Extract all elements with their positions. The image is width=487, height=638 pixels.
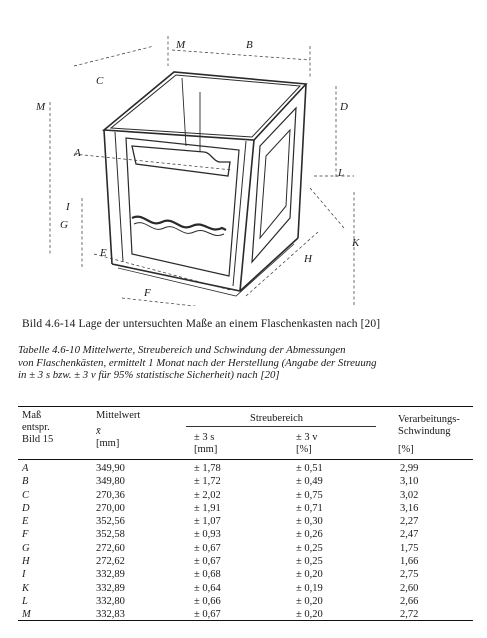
- cell-mw: 272,62: [96, 556, 125, 568]
- cell-s3: ± 0,67: [194, 556, 221, 568]
- table-row: [18, 475, 473, 488]
- crate-drawing: [14, 6, 474, 306]
- table-body: [18, 462, 473, 622]
- cell-s3: ± 1,72: [194, 476, 221, 488]
- table-bottom-rule: [18, 620, 473, 621]
- cell-v3: ± 0,25: [296, 542, 323, 554]
- cell-mass: K: [22, 582, 30, 594]
- cell-mass: M: [22, 609, 31, 621]
- cell-v3: ± 0,20: [296, 569, 323, 581]
- table-row: [18, 489, 473, 502]
- cell-v3: ± 0,26: [296, 529, 323, 541]
- table-row: [18, 542, 473, 555]
- cell-s3: ± 0,64: [194, 582, 221, 594]
- figure-caption: Bild 4.6-14 Lage der untersuchten Maße an einem Flaschenkasten nach [20]: [22, 318, 381, 330]
- table-row: [18, 582, 473, 595]
- cell-vs: 2,27: [400, 516, 419, 528]
- cell-mw: 272,60: [96, 542, 125, 554]
- cell-mass: D: [22, 502, 30, 514]
- cell-mass: F: [22, 529, 29, 541]
- cell-vs: 3,02: [400, 489, 419, 501]
- table-row: [18, 555, 473, 568]
- cell-s3: ± 1,07: [194, 516, 221, 528]
- header-v3: ± 3 v [%]: [296, 432, 318, 455]
- dimension-label-e: E: [100, 247, 107, 259]
- cell-v3: ± 0,25: [296, 556, 323, 568]
- cell-s3: ± 0,93: [194, 529, 221, 541]
- cell-v3: ± 0,20: [296, 609, 323, 621]
- table-row: [18, 595, 473, 608]
- cell-vs: 2,99: [400, 463, 419, 474]
- cell-v3: ± 0,30: [296, 516, 323, 528]
- header-streubereich: Streubereich: [250, 413, 304, 424]
- cell-vs: 1,75: [400, 542, 419, 554]
- cell-mw: 332,80: [96, 595, 125, 607]
- cell-vs: 3,10: [400, 476, 419, 488]
- cell-mw: 352,58: [96, 529, 125, 541]
- cell-mass: L: [22, 595, 28, 607]
- table-row: [18, 568, 473, 581]
- cell-v3: ± 0,20: [296, 595, 323, 607]
- header-mittelwert: Mittelwert x̄ [mm]: [96, 410, 141, 449]
- cell-mw: 332,89: [96, 569, 125, 581]
- cell-mw: 270,00: [96, 502, 125, 514]
- cell-v3: ± 0,19: [296, 582, 323, 594]
- cell-mass: A: [22, 463, 29, 474]
- dimension-label-c: C: [96, 75, 104, 87]
- table-title-line-2: von Flaschenkästen, ermittelt 1 Monat nach der Herstellung (Angabe der Streuung: [18, 356, 377, 369]
- dimension-label-d: D: [340, 101, 348, 113]
- cell-vs: 2,72: [400, 609, 419, 621]
- cell-s3: ± 2,02: [194, 489, 221, 501]
- header-sub-rule: [186, 426, 376, 427]
- table-title-line-1: Tabelle 4.6-10 Mittelwerte, Streubereich und Schwindung der Abmessungen: [18, 344, 346, 356]
- crate-diagram: [14, 6, 474, 306]
- table-title: [18, 344, 473, 382]
- dimension-label-g: G: [60, 219, 68, 231]
- table-top-rule: [18, 406, 473, 407]
- dimension-label-i: I: [66, 201, 70, 213]
- cell-mw: 332,83: [96, 609, 125, 621]
- dimension-label-m-left: M: [36, 101, 46, 113]
- cell-mass: H: [22, 556, 30, 568]
- cell-v3: ± 0,51: [296, 463, 323, 474]
- table-row: [18, 528, 473, 541]
- dimension-label-l: L: [338, 167, 345, 179]
- cell-s3: ± 0,67: [194, 609, 221, 621]
- dimension-label-h: H: [304, 253, 312, 265]
- cell-s3: ± 1,78: [194, 463, 221, 474]
- header-mass: Maß entspr. Bild 15: [22, 410, 54, 445]
- cell-v3: ± 0,49: [296, 476, 323, 488]
- dimension-label-f: F: [144, 287, 151, 299]
- cell-v3: ± 0,75: [296, 489, 323, 501]
- cell-mass: B: [22, 476, 29, 488]
- header-schwindung: Verarbeitungs- Schwindung [%]: [398, 414, 460, 455]
- cell-s3: ± 0,67: [194, 542, 221, 554]
- table-row: [18, 502, 473, 515]
- cell-vs: 2,75: [400, 569, 419, 581]
- cell-v3: ± 0,71: [296, 502, 323, 514]
- cell-s3: ± 0,66: [194, 595, 221, 607]
- cell-mw: 349,80: [96, 476, 125, 488]
- dimension-label-k: K: [352, 237, 360, 249]
- table-header-rule: [18, 459, 473, 460]
- cell-mw: 352,56: [96, 516, 125, 528]
- cell-s3: ± 0,68: [194, 569, 221, 581]
- dimension-label-m-top: M: [176, 39, 186, 51]
- cell-mw: 270,36: [96, 489, 125, 501]
- cell-mass: C: [22, 489, 30, 501]
- dimension-label-b: B: [246, 39, 253, 51]
- cell-mass: E: [22, 516, 29, 528]
- cell-vs: 1,66: [400, 556, 419, 568]
- cell-s3: ± 1,91: [194, 502, 221, 514]
- header-s3: ± 3 s [mm]: [194, 432, 218, 455]
- table-title-line-3: in ± 3 s bzw. ± 3 v für 95% statistische Sicherheit) nach [20]: [18, 369, 280, 382]
- cell-mw: 332,89: [96, 582, 125, 594]
- cell-mw: 349,90: [96, 463, 125, 474]
- dimension-label-a: A: [74, 147, 81, 159]
- table-row: [18, 462, 473, 475]
- cell-vs: 3,16: [400, 502, 419, 514]
- table-row: [18, 515, 473, 528]
- cell-vs: 2,60: [400, 582, 419, 594]
- cell-mass: I: [22, 569, 26, 581]
- cell-vs: 2,47: [400, 529, 419, 541]
- cell-vs: 2,66: [400, 595, 419, 607]
- cell-mass: G: [22, 542, 30, 554]
